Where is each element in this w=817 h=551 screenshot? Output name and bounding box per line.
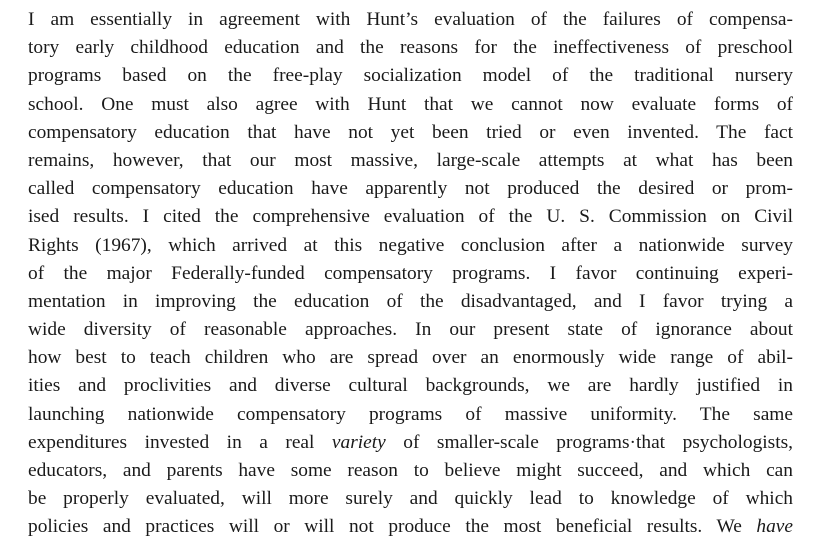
text-line-19 [28,513,793,541]
text-line-5: compensatory education that have not yet been tried or even invented. The fact [28,121,793,143]
text-run: policies and practices will or will not produce the most beneficial results. We [28,516,757,538]
text-line-13: how best to teach children who are spread over an enormously wide range of abil- [28,347,793,369]
body-paragraph [28,6,793,542]
text-line-16 [28,429,793,457]
text-line-3: programs based on the free-play socialization model of the traditional nursery [28,65,793,87]
text-run: of smaller-scale programs·that psychologists, [385,431,793,453]
text-line-2: tory early childhood education and the reasons for the ineffectiveness of preschool [28,37,793,59]
text-line-18: be properly evaluated, will more surely and quickly lead to knowledge of which [28,488,793,510]
italic-word: variety [331,431,386,453]
text-line-12: wide diversity of reasonable approaches. In our present state of ignorance about [28,319,793,341]
text-line-15: launching nationwide compensatory programs of massive uniformity. The same [28,403,793,425]
text-line-14: ities and proclivities and diverse cultural backgrounds, we are hardly justified in [28,375,793,397]
text-line-8: ised results. I cited the comprehensive evaluation of the U. S. Commission on Civil [28,206,793,228]
text-line-10: of the major Federally-funded compensatory programs. I favor continuing experi- [28,262,793,284]
text-line-7: called compensatory education have apparently not produced the desired or prom- [28,178,793,200]
text-run: expenditures invested in a real [28,431,332,453]
text-line-6: remains, however, that our most massive, large-scale attempts at what has been [28,149,793,171]
document-page [28,6,793,542]
text-line-11: mentation in improving the education of the disadvantaged, and I favor trying a [28,290,793,312]
text-line-17: educators, and parents have some reason to believe might succeed, and which can [28,460,793,481]
text-line-9: Rights (1967), which arrived at this negative conclusion after a nationwide survey [28,234,793,256]
italic-word: have [756,516,793,538]
text-line-1: I am essentially in agreement with Hunt’s evaluation of the failures of compensa- [28,9,793,30]
text-line-4: school. One must also agree with Hunt that we cannot now evaluate forms of [28,93,793,115]
